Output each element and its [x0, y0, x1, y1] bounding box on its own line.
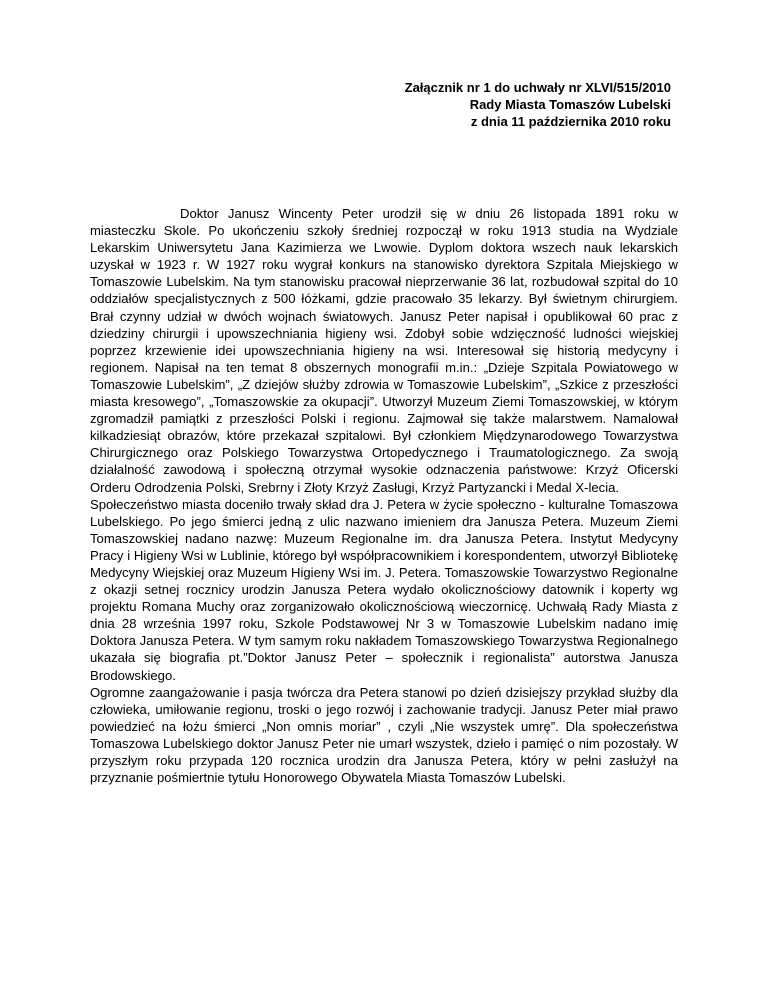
header-council-line: Rady Miasta Tomaszów Lubelski [469, 97, 671, 112]
document-header [405, 79, 671, 130]
paragraph-commemoration: Społeczeństwo miasta doceniło trwały skład dra J. Petera w życie społeczno - kulturalne Tomaszowa Lubelskiego. Po jego śmierci jedną z ulic nazwano imieniem dra Janusza Petera. Muzeum Ziemi Tomaszowskiej nadano nazwę: Muzeum Regionalne im. dra Janusza Petera. Instytut Medycyny Pracy i Higieny Wsi w Lublinie, którego był współpracownikiem i korespondentem, utworzył Bibliotekę Medycyny Wiejskiej oraz Muzeum Higieny Wsi im. J. Petera. Tomaszowskie Towarzystwo Regionalne z okazji setnej rocznicy urodzin Janusza Petera wydało okolicznościowy datownik i koperty wg projektu Romana Muchy oraz zorganizowało okolicznościową wieczornicę. Uchwałą Rady Miasta z dnia 28 września 1997 roku, Szkole Podstawowej Nr 3 w Tomaszowie Lubelskim nadano imię Doktora Janusza Petera. W tym samym roku nakładem Tomaszowskiego Towarzystwa Regionalnego ukazała się biografia pt.”Doktor Janusz Peter – społecznik i regionalista” autorstwa Janusza Brodowskiego. [90, 496, 678, 683]
header-attachment-line: Załącznik nr 1 do uchwały nr XLVI/515/2010 [404, 80, 671, 95]
header-date-line: z dnia 11 października 2010 roku [470, 114, 671, 129]
document-body [90, 205, 678, 786]
paragraph-biography: Doktor Janusz Wincenty Peter urodził się w dniu 26 listopada 1891 roku w miasteczku Skole. Po ukończeniu szkoły średniej rozpoczął w roku 1913 studia na Wydziale Lekarskim Uniwersytetu Jana Kazimierza we Lwowie. Dyplom doktora wszech nauk lekarskich uzyskał w 1923 r. W 1927 roku wygrał konkurs na stanowisko dyrektora Szpitala Miejskiego w Tomaszowie Lubelskim. Na tym stanowisku pracował nieprzerwanie 36 lat, rozbudował szpital do 10 oddziałów specjalistycznych z 500 łóżkami, gdzie pracowało 35 lekarzy. Był świetnym chirurgiem. Brał czynny udział w dwóch wojnach światowych. Janusz Peter napisał i opublikował 60 prac z dziedziny chirurgii i upowszechniania higieny wsi. Zdobył sobie wdzięczność ludności wiejskiej poprzez krzewienie idei upowszechniania higieny na wsi. Interesował się historią medycyny i regionem. Napisał na ten temat 8 obszernych monografii m.in.: „Dzieje Szpitala Powiatowego w Tomaszowie Lubelskim”, „Z dziejów służby zdrowia w Tomaszowie Lubelskim”, „Szkice z przeszłości miasta kresowego”, „Tomaszowskie za okupacji”. Utworzył Muzeum Ziemi Tomaszowskiej, w którym zgromadził pamiątki z przeszłości Polski i regionu. Zajmował się także malarstwem. Namalował kilkadziesiąt obrazów, które przekazał szpitalowi. Był członkiem Międzynarodowego Towarzystwa Chirurgicznego oraz Polskiego Towarzystwa Ortopedycznego i Traumatologicznego. Za swoją działalność zawodową i społeczną otrzymał wysokie odznaczenia państwowe: Krzyż Oficerski Orderu Odrodzenia Polski, Srebrny i Złoty Krzyż Zasługi, Krzyż Partyzancki i Medal X-lecia. [90, 206, 678, 495]
paragraph-legacy: Ogromne zaangażowanie i pasja twórcza dra Petera stanowi po dzień dzisiejszy przykład służby dla człowieka, umiłowanie regionu, troski o jego rozwój i zachowanie tradycji. Janusz Peter miał prawo powiedzieć na łożu śmierci „Non omnis moriar” , czyli „Nie wszystek umrę”. Dla społeczeństwa Tomaszowa Lubelskiego doktor Janusz Peter nie umarł wszystek, dzieło i pamięć o nim pozostały. W przyszłym roku przypada 120 rocznica urodzin dra Janusza Petera, który w pełni zasłużył na przyznanie pośmiertnie tytułu Honorowego Obywatela Miasta Tomaszów Lubelski. [90, 684, 678, 786]
